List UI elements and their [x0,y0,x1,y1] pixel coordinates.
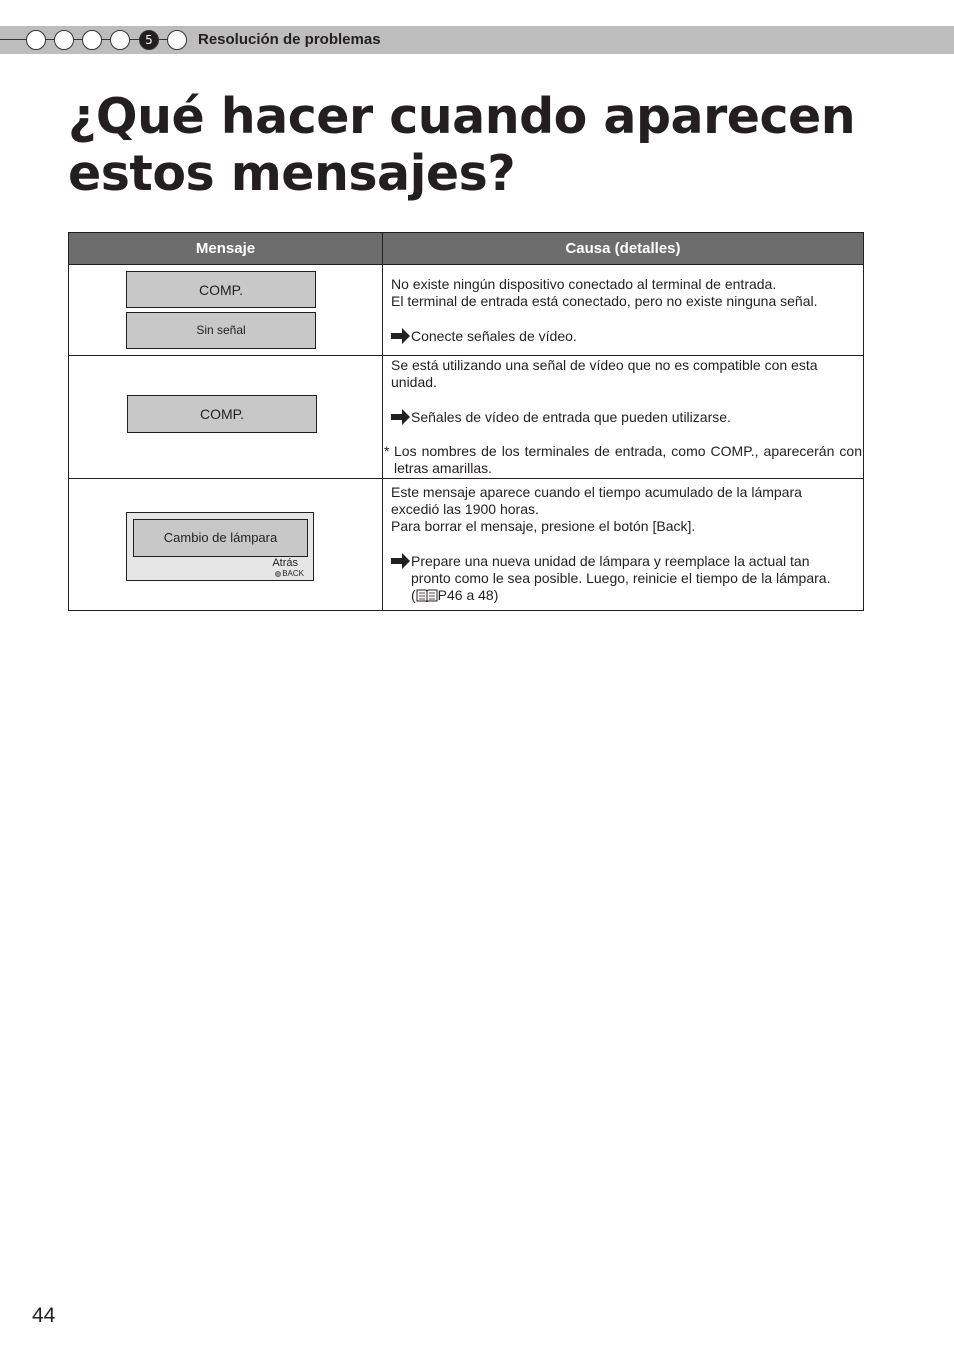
footnote-text: Los nombres de los terminales de entrada, como COMP., aparecerán con letras amarillas. [394,443,862,476]
message-cell [69,265,383,355]
arrow-right-icon [391,553,411,569]
osd-lamp-dialog [126,512,314,581]
osd-back-label: Atrás [272,557,298,569]
column-header-message: Mensaje [69,233,383,264]
cause-text: unidad. [391,374,437,390]
action-text: pronto como le sea posible. Luego, reinicie el tiempo de la lámpara. [411,570,831,586]
arrow-right-icon [391,409,411,425]
footnote [384,443,862,477]
cause-text: Este mensaje aparece cuando el tiempo acumulado de la lámpara [391,484,802,500]
footnote-marker: * [384,443,390,459]
osd-back-button [275,569,304,578]
action-text: Señales de vídeo de entrada que pueden utilizarse. [411,409,731,425]
chapter-circle-5-active: 5 [139,30,159,50]
page-number: 44 [32,1304,56,1327]
action-text: Conecte señales de vídeo. [411,328,577,344]
message-cell [69,356,383,478]
reference-open: ( [411,587,416,603]
table-header-row [69,233,863,265]
action-line [391,409,731,426]
back-button-label: BACK [282,569,304,578]
page-title-line-2: estos mensajes? [68,145,516,202]
page-title [68,88,888,202]
cause-cell [383,265,863,355]
cause-text: El terminal de entrada está conectado, pero no existe ninguna señal. [391,293,818,309]
action-text: Prepare una nueva unidad de lámpara y reemplace la actual tan [411,553,810,569]
osd-lamp-message: Cambio de lámpara [133,519,308,557]
chapter-circle-6 [167,30,187,50]
action-line [391,328,577,345]
table-row [69,479,863,610]
reference-pages: P46 a 48 [437,587,494,603]
page-reference [391,587,830,604]
arrow-right-icon [391,328,411,344]
osd-input-label: COMP. [126,271,316,308]
column-header-cause: Causa (detalles) [565,240,681,257]
cause-text: No existe ningún dispositivo conectado al terminal de entrada. [391,276,777,292]
chapter-circle-1 [26,30,46,50]
page-title-line-1: ¿Qué hacer cuando aparecen [68,88,856,145]
chapter-circle-2 [54,30,74,50]
section-title: Resolución de problemas [198,31,381,48]
cause-text: Para borrar el mensaje, presione el botón [Back]. [391,518,696,534]
osd-no-signal-message: Sin señal [126,312,316,349]
reference-close: ) [493,587,499,603]
messages-table [68,232,864,611]
cause-text: excedió las 1900 horas. [391,501,539,517]
table-row [69,265,863,356]
back-button-icon [275,571,281,577]
osd-input-label: COMP. [127,395,317,433]
table-row [69,356,863,479]
chapter-circle-4 [110,30,130,50]
book-reference-icon [416,588,438,602]
chapter-circle-3 [82,30,102,50]
cause-cell [383,479,863,610]
message-cell [69,479,383,610]
action-block [391,553,830,604]
cause-cell [383,356,863,478]
cause-text: Se está utilizando una señal de vídeo que no es compatible con esta [391,357,818,373]
